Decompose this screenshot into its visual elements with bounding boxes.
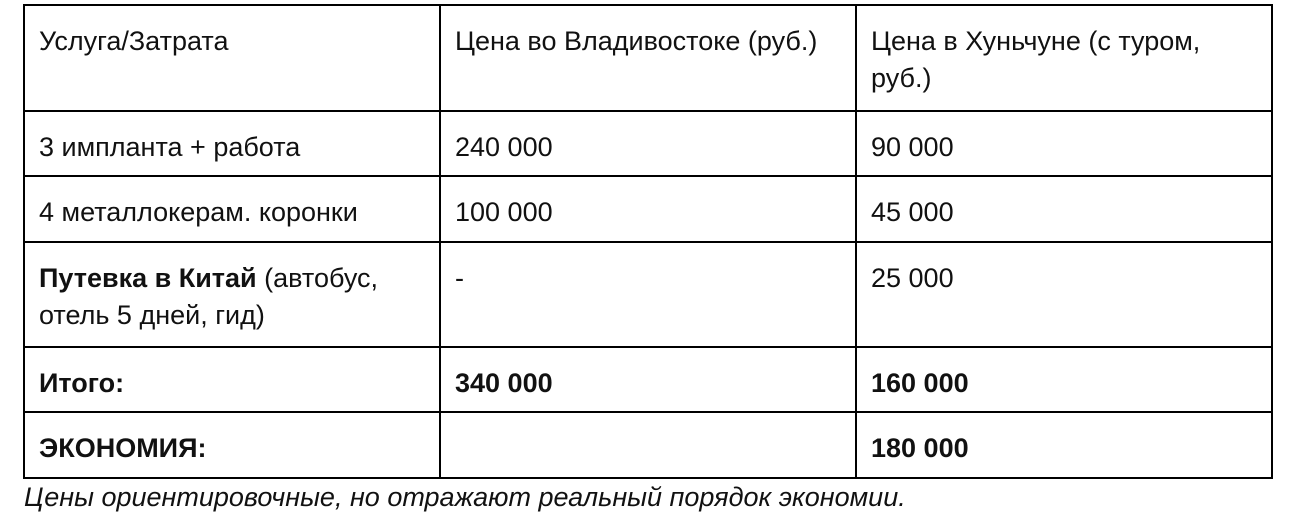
- savings-row: [24, 412, 1272, 478]
- cell-price-vladivostok: -: [440, 242, 856, 347]
- savings-label: ЭКОНОМИЯ:: [24, 412, 440, 478]
- total-price-vladivostok: 340 000: [440, 347, 856, 412]
- cell-price-hunchun: 45 000: [856, 176, 1272, 242]
- header-price-hunchun: Цена в Хуньчуне (с туром, руб.): [856, 5, 1272, 111]
- cell-price-vladivostok: 240 000: [440, 111, 856, 176]
- footnote: Цены ориентировочные, но отражают реальный порядок экономии.: [24, 482, 906, 512]
- cell-service: 4 металлокерам. коронки: [24, 176, 440, 242]
- cell-service: [24, 242, 440, 347]
- table-row: [24, 176, 1272, 242]
- table-header-row: [24, 5, 1272, 111]
- table-row: [24, 111, 1272, 176]
- savings-price-vladivostok: [440, 412, 856, 478]
- total-label: Итого:: [24, 347, 440, 412]
- cost-comparison-table: [23, 4, 1273, 479]
- savings-price-hunchun: 180 000: [856, 412, 1272, 478]
- cell-price-hunchun: 25 000: [856, 242, 1272, 347]
- cell-price-hunchun: 90 000: [856, 111, 1272, 176]
- table-row: [24, 242, 1272, 347]
- header-service: Услуга/Затрата: [24, 5, 440, 111]
- cell-price-vladivostok: 100 000: [440, 176, 856, 242]
- cell-service-rest: (автобус, отель 5 дней, гид): [39, 263, 379, 330]
- header-price-vladivostok: Цена во Владивостоке (руб.): [440, 5, 856, 111]
- cell-service: 3 импланта + работа: [24, 111, 440, 176]
- total-row: [24, 347, 1272, 412]
- cell-service-bold: Путевка в Китай: [39, 263, 257, 293]
- total-price-hunchun: 160 000: [856, 347, 1272, 412]
